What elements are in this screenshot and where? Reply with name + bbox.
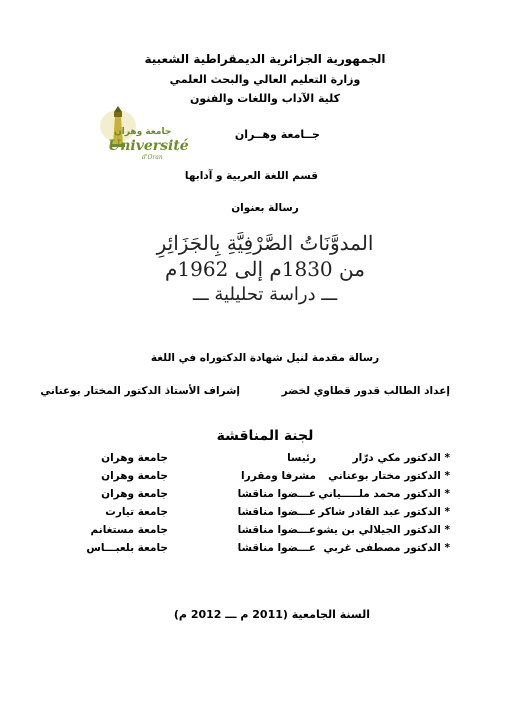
thesis-title-line3: ـــ دراسة تحليلية ـــ <box>192 284 338 305</box>
member-role: عـــضوا مناقشا <box>237 488 316 500</box>
member-role: رئيسا <box>287 452 316 464</box>
logo-latin-text: Université <box>108 138 189 154</box>
logo-sub-text: d'Oran <box>142 154 163 161</box>
member-name: * الدكتور محمد ملـــــياني <box>318 488 450 500</box>
member-name: * الدكتور مكي درّار <box>352 452 450 464</box>
academic-year: السنة الجامعية (2011 م ـــ 2012 م) <box>173 608 370 621</box>
committee-heading: لجنة المناقشة <box>216 428 314 444</box>
member-name: * الدكتور عبد القادر شاكر <box>318 506 450 518</box>
student-name: إعداد الطالب قدور قطاوي لخضر <box>281 385 450 397</box>
committee-row <box>0 524 530 540</box>
committee-row <box>0 506 530 522</box>
department-name: قسم اللغة العربية و آدابها <box>184 170 318 182</box>
member-name: * الدكتور مصطفى غربي <box>323 542 450 554</box>
thesis-intro: رسالة بعنوان <box>231 202 299 214</box>
thesis-purpose: رسالة مقدمة لنيل شهادة الدكتوراه في اللغة <box>150 352 380 364</box>
republic-title: الجمهورية الجزائرية الديمقراطية الشعبية <box>144 52 386 66</box>
member-university: جامعة وهران <box>101 488 168 500</box>
thesis-title-line2: من 1830م إلى 1962م <box>165 257 365 281</box>
faculty-title: كلية الآداب واللغات والفنون <box>189 92 341 105</box>
member-university: جامعة بلعبـــاس <box>86 542 168 554</box>
committee-row <box>0 542 530 558</box>
member-university: جامعة وهران <box>101 470 168 482</box>
supervisor-name: إشراف الأستاذ الدكتور المختار بوعناني <box>40 385 240 397</box>
member-university: جامعة تيارت <box>105 506 168 518</box>
committee-row <box>0 452 530 468</box>
university-logo <box>92 104 189 166</box>
committee-row <box>0 488 530 504</box>
logo-arabic-text: جامعة وهران <box>114 127 172 137</box>
member-name: * الدكتور مختار بوعناني <box>328 470 450 482</box>
member-name: * الدكتور الجيلالي بن يشو <box>316 524 450 536</box>
university-name: جــامعة وهــران <box>234 128 320 141</box>
ministry-title: وزارة التعليم العالي والبحث العلمي <box>169 73 361 86</box>
member-role: مشرفا ومقررا <box>241 470 316 482</box>
member-university: جامعة وهران <box>101 452 168 464</box>
committee-row <box>0 470 530 486</box>
member-university: جامعة مستغانم <box>90 524 168 536</box>
thesis-title-line1: المدوَّنَاتُ الصَّرْفِيَّةِ بِالجَزَائِرِ <box>156 231 374 255</box>
member-role: عـــضوا مناقشا <box>237 506 316 518</box>
member-role: عـــضوا مناقشا <box>237 524 316 536</box>
member-role: عـــضوا مناقشا <box>237 542 316 554</box>
